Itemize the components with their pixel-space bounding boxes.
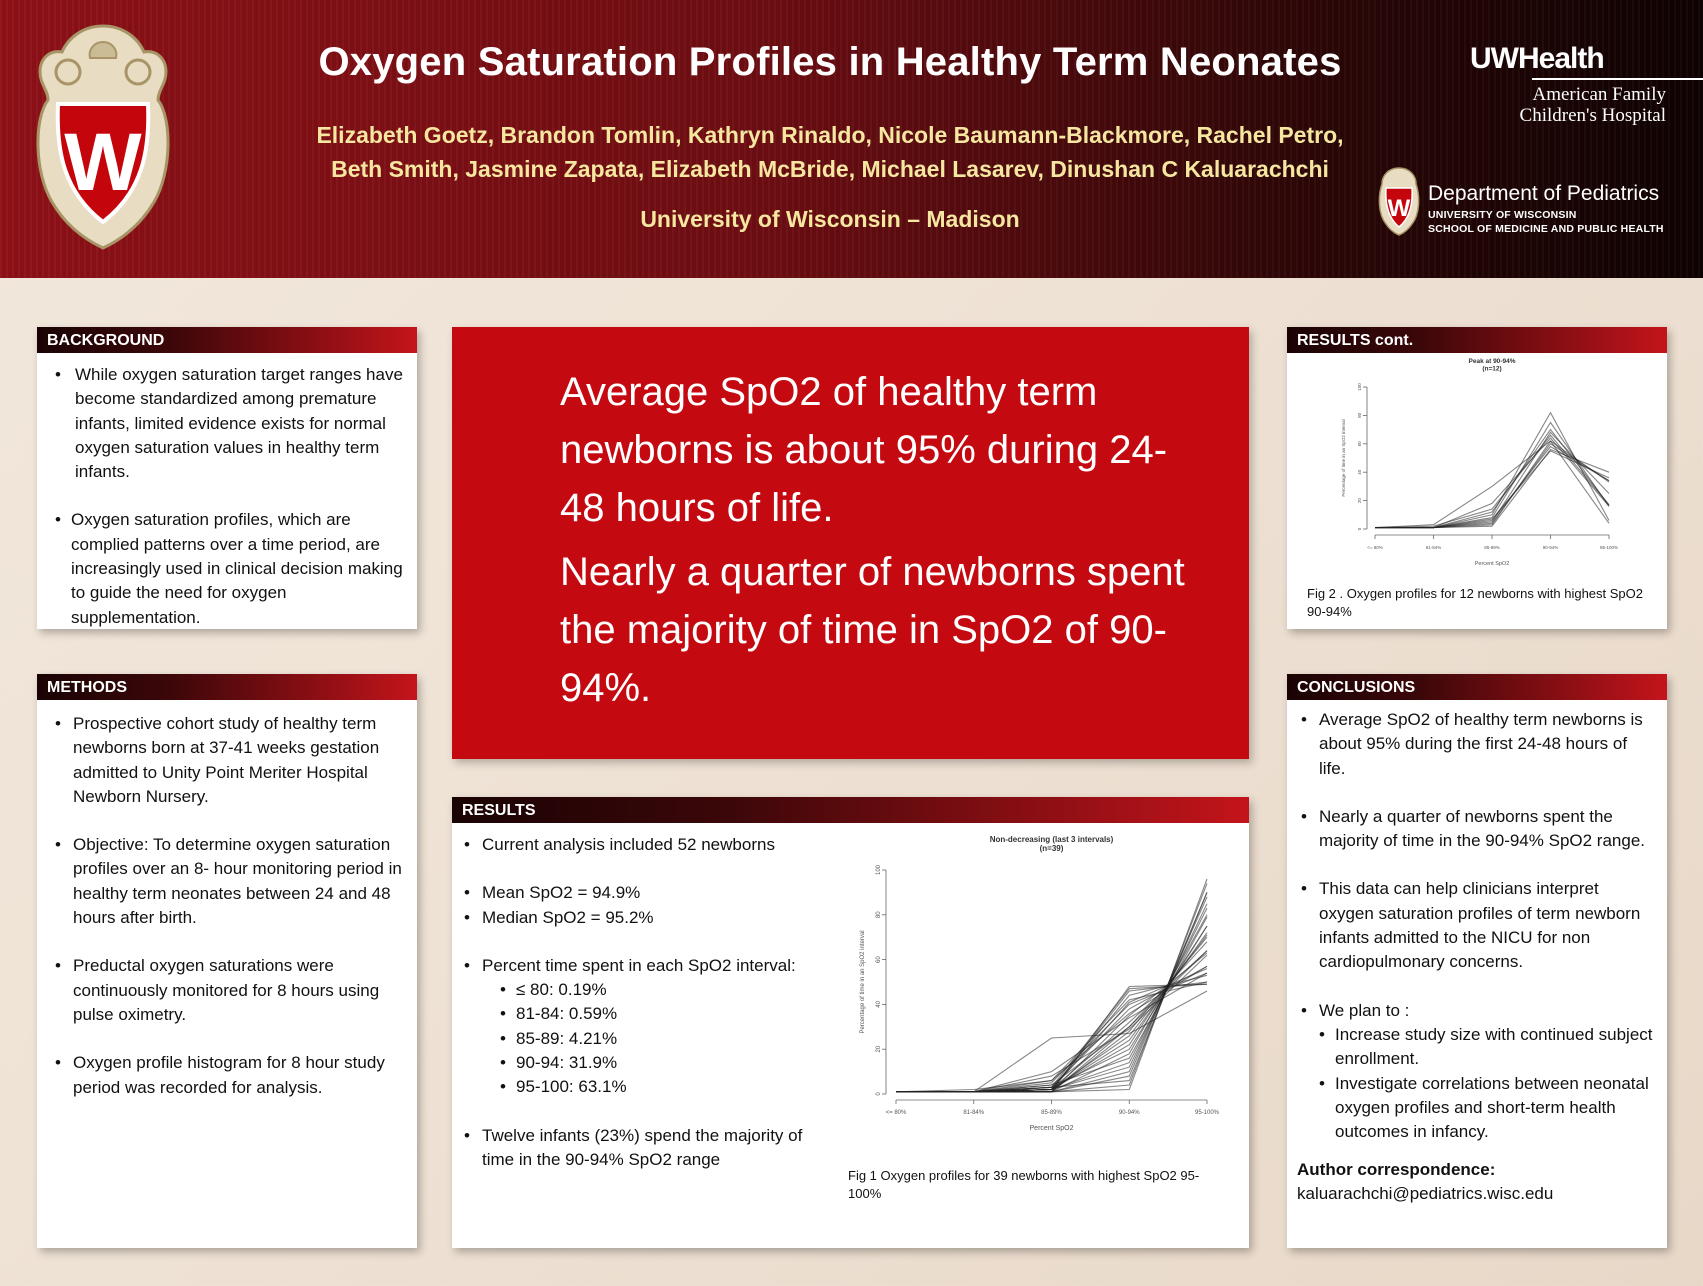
x-tick-label: 95-100% <box>1599 545 1619 550</box>
svg-text:W: W <box>1387 195 1411 222</box>
interval-item: • 90-94: 31.9% <box>498 1051 820 1075</box>
methods-heading: METHODS <box>37 674 417 700</box>
x-axis-label: Percent SpO2 <box>1029 1125 1074 1132</box>
x-tick-label: <= 80% <box>1367 545 1383 550</box>
affiliation: University of Wisconsin – Madison <box>640 206 1020 232</box>
authors-line-1: Elizabeth Goetz, Brandon Tomlin, Kathryn Rinaldo, Nicole Baumann-Blackmore, Rachel Petro, <box>316 122 1344 148</box>
uwhealth-rule <box>1532 78 1703 80</box>
methods-bullet: • Preductal oxygen saturations were continuously monitored for 8 hours using pulse oximetry. <box>51 954 403 1027</box>
methods-bullet: • Oxygen profile histogram for 8 hour study period was recorded for analysis. <box>51 1051 403 1100</box>
conclusions-bullet: • This data can help clinicians interpret oxygen saturation profiles of term newborn infants admitted to the NICU for non cardiopulmonary concerns. <box>1297 877 1653 974</box>
conclusions-panel <box>1287 674 1667 1248</box>
results-list-2 <box>460 1124 820 1173</box>
results-bullet: • Mean SpO2 = 94.9% <box>460 881 820 905</box>
series-line <box>1375 430 1609 528</box>
correspondence-label: Author correspondence: <box>1297 1160 1496 1180</box>
fig1-line-chart <box>842 832 1232 1152</box>
x-tick-label: 81-84% <box>963 1110 985 1116</box>
series-line <box>896 926 1207 1092</box>
y-axis-label: Percentage of time in an SpO2 interval <box>1341 419 1346 497</box>
conclusions-body <box>1287 700 1667 1206</box>
results-bullet: • Current analysis included 52 newborns <box>460 833 820 857</box>
poster-title: Oxygen Saturation Profiles in Healthy Term Neonates <box>318 40 1342 84</box>
uwhealth-wordmark: UWHealth <box>1470 42 1604 75</box>
x-tick-label: 85-89% <box>1041 1110 1062 1116</box>
plan-item: • Investigate correlations between neonatal oxygen profiles and short-term health outcomes in infancy. <box>1317 1072 1653 1145</box>
chart-title: Peak at 90-94% <box>1468 358 1516 365</box>
results-cont-heading: RESULTS cont. <box>1287 327 1667 353</box>
results-cont-panel <box>1287 327 1667 629</box>
background-bullet: • Oxygen saturation profiles, which are complied patterns over a time period, are increasingly used in clinical decision making to guide the need for oxygen supplementation. <box>51 508 403 629</box>
methods-panel <box>37 674 417 1248</box>
interval-item: • 85-89: 4.21% <box>498 1027 820 1051</box>
fig2-line-chart <box>1327 357 1627 583</box>
callout-finding-2: Nearly a quarter of newborns spent the majority of time in SpO2 of 90-94%. <box>560 550 1185 710</box>
y-tick-label: 60 <box>1357 441 1362 447</box>
plan-list <box>1297 1023 1653 1144</box>
uwhealth-sub2: Children's Hospital <box>1519 105 1666 126</box>
chart-subtitle: (n=39) <box>1039 844 1064 853</box>
fig1-caption: Fig 1 Oxygen profiles for 39 newborns with highest SpO2 95-100% <box>848 1168 1200 1201</box>
results-bullet: • Twelve infants (23%) spend the majority of time in the 90-94% SpO2 range <box>460 1124 820 1173</box>
authors-line-2: Beth Smith, Jasmine Zapata, Elizabeth McBride, Michael Lasarev, Dinushan C Kaluarachchi <box>331 156 1329 182</box>
series-line <box>1375 413 1609 528</box>
interval-item: • ≤ 80: 0.19% <box>498 978 820 1002</box>
dept-subtitle: UNIVERSITY OF WISCONSIN SCHOOL OF MEDICINE AND PUBLIC HEALTH <box>1428 209 1664 235</box>
background-heading: BACKGROUND <box>37 327 417 353</box>
results-heading: RESULTS <box>452 797 1249 823</box>
pediatrics-logo <box>1372 166 1692 238</box>
background-panel <box>37 327 417 629</box>
series-line <box>896 935 1207 1092</box>
callout-finding-1: Average SpO2 of healthy term newborns is about 95% during 24-48 hours of life. <box>560 370 1168 530</box>
plan-item: • Increase study size with continued subject enrollment. <box>1317 1023 1653 1072</box>
uwhealth-sub1: American Family <box>1532 84 1666 105</box>
results-bullet: • Median SpO2 = 95.2% <box>460 906 820 930</box>
y-tick-label: 100 <box>876 864 882 876</box>
series-line <box>896 926 1207 1092</box>
y-tick-label: 40 <box>876 1001 882 1008</box>
uw-crest-logo <box>28 22 178 250</box>
x-axis-label: Percent SpO2 <box>1474 561 1510 567</box>
small-crest-icon <box>1376 166 1422 236</box>
results-list <box>460 833 820 978</box>
conclusions-bullet: • Nearly a quarter of newborns spent the majority of time in the 90-94% SpO2 range. <box>1297 805 1653 854</box>
x-tick-label: 95-100% <box>1194 1110 1220 1116</box>
methods-bullet: • Prospective cohort study of healthy term newborns born at 37-41 weeks gestation admitted to Unity Point Meriter Hospital Newborn Nursery. <box>51 712 403 809</box>
y-tick-label: 80 <box>1357 412 1362 418</box>
y-tick-label: 100 <box>1357 383 1362 391</box>
background-list <box>37 353 417 630</box>
x-tick-label: 81-84% <box>1425 545 1442 550</box>
crest-letter: W <box>64 117 142 208</box>
interval-list <box>460 978 820 1099</box>
methods-list <box>37 700 417 1100</box>
results-bullet: • Percent time spent in each SpO2 interval: <box>460 954 820 978</box>
results-panel <box>452 797 1249 1248</box>
series-line <box>896 951 1207 1092</box>
series-line <box>896 933 1207 1092</box>
x-tick-label: 85-89% <box>1484 545 1500 550</box>
y-axis-label: Percentage of time in an SpO2 interval <box>860 930 866 1034</box>
y-tick-label: 20 <box>1357 498 1362 504</box>
correspondence-email[interactable]: kaluarachchi@pediatrics.wisc.edu <box>1297 1184 1554 1204</box>
y-tick-label: 0 <box>1357 527 1362 531</box>
interval-item: • 81-84: 0.59% <box>498 1002 820 1026</box>
background-bullet: • While oxygen saturation target ranges have become standardized among premature infants, limited evidence exists for normal oxygen saturation values in healthy term infants. <box>51 363 403 484</box>
y-tick-label: 80 <box>876 911 882 919</box>
chart-title: Non-decreasing (last 3 intervals) <box>989 835 1114 844</box>
conclusions-bullet: • We plan to : <box>1297 999 1653 1023</box>
y-tick-label: 20 <box>876 1045 882 1053</box>
x-tick-label: <= 80% <box>885 1110 907 1116</box>
author-list <box>230 118 1430 186</box>
y-tick-label: 60 <box>876 956 882 963</box>
conclusions-bullet: • Average SpO2 of healthy term newborns is about 95% during the first 24-48 hours of life. <box>1297 708 1653 781</box>
series-line <box>1375 432 1609 527</box>
series-line <box>896 951 1207 1092</box>
interval-item: • 95-100: 63.1% <box>498 1075 820 1099</box>
conclusions-list <box>1297 708 1653 1023</box>
poster-header <box>0 0 1703 278</box>
uwhealth-logo <box>1470 42 1670 126</box>
x-tick-label: 90-94% <box>1118 1110 1140 1116</box>
dept-title: Department of Pediatrics <box>1428 182 1660 205</box>
y-tick-label: 40 <box>1357 469 1362 475</box>
fig2-caption: Fig 2 . Oxygen profiles for 12 newborns with highest SpO2 90-94% <box>1307 586 1644 619</box>
key-findings-callout <box>452 327 1249 759</box>
chart-subtitle: (n=12) <box>1482 365 1502 373</box>
methods-bullet: • Objective: To determine oxygen saturation profiles over an 8- hour monitoring period in healthy term neonates between 24 and 48 hours after birth. <box>51 833 403 930</box>
conclusions-heading: CONCLUSIONS <box>1287 674 1667 700</box>
y-tick-label: 0 <box>876 1092 882 1096</box>
series-line <box>896 937 1207 1092</box>
results-text <box>460 833 820 1196</box>
x-tick-label: 90-94% <box>1542 545 1559 550</box>
